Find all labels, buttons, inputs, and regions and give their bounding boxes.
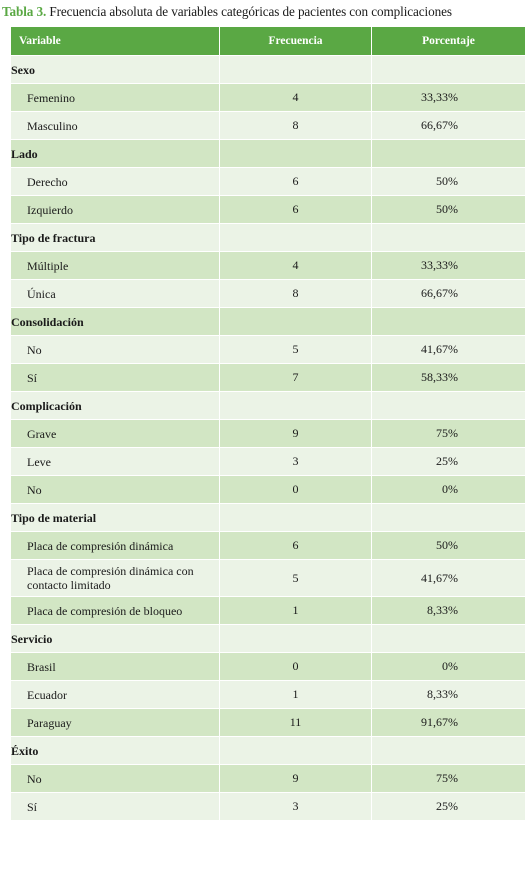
percentage-cell: 8,33% bbox=[372, 597, 526, 625]
percentage-cell: 58,33% bbox=[372, 364, 526, 392]
section-label: Tipo de fractura bbox=[11, 224, 220, 252]
percentage-cell bbox=[372, 224, 526, 252]
section-label: Complicación bbox=[11, 392, 220, 420]
percentage-cell bbox=[372, 56, 526, 84]
percentage-cell bbox=[372, 140, 526, 168]
frequency-cell: 5 bbox=[220, 560, 372, 597]
item-label: No bbox=[11, 336, 220, 364]
percentage-cell: 91,67% bbox=[372, 709, 526, 737]
percentage-cell bbox=[372, 625, 526, 653]
item-label: Femenino bbox=[11, 84, 220, 112]
table-row bbox=[11, 364, 526, 392]
percentage-cell: 25% bbox=[372, 448, 526, 476]
percentage-cell bbox=[372, 737, 526, 765]
frequency-cell: 9 bbox=[220, 765, 372, 793]
frequency-cell: 3 bbox=[220, 793, 372, 821]
table-caption bbox=[2, 4, 529, 20]
frequency-cell bbox=[220, 140, 372, 168]
percentage-cell: 25% bbox=[372, 793, 526, 821]
section-label: Lado bbox=[11, 140, 220, 168]
item-label: No bbox=[11, 476, 220, 504]
section-label: Éxito bbox=[11, 737, 220, 765]
frequency-cell: 8 bbox=[220, 280, 372, 308]
frequency-cell bbox=[220, 737, 372, 765]
frequency-cell bbox=[220, 224, 372, 252]
frequency-cell: 7 bbox=[220, 364, 372, 392]
table-row bbox=[11, 84, 526, 112]
percentage-cell bbox=[372, 308, 526, 336]
item-label: Múltiple bbox=[11, 252, 220, 280]
table-row bbox=[11, 681, 526, 709]
percentage-cell: 75% bbox=[372, 765, 526, 793]
table-row bbox=[11, 112, 526, 140]
table-row bbox=[11, 140, 526, 168]
frequency-cell: 1 bbox=[220, 597, 372, 625]
table-row bbox=[11, 168, 526, 196]
percentage-cell bbox=[372, 392, 526, 420]
table-title: Frecuencia absoluta de variables categóricas de pacientes con complicaciones bbox=[46, 4, 452, 19]
table-row bbox=[11, 56, 526, 84]
frequency-cell: 0 bbox=[220, 476, 372, 504]
table-row bbox=[11, 709, 526, 737]
frequency-cell: 1 bbox=[220, 681, 372, 709]
frequency-cell bbox=[220, 308, 372, 336]
percentage-cell: 0% bbox=[372, 653, 526, 681]
table-row bbox=[11, 196, 526, 224]
item-label: Derecho bbox=[11, 168, 220, 196]
percentage-cell: 33,33% bbox=[372, 84, 526, 112]
frequency-cell: 6 bbox=[220, 168, 372, 196]
item-label: No bbox=[11, 765, 220, 793]
frequency-cell bbox=[220, 625, 372, 653]
table-row bbox=[11, 420, 526, 448]
frequency-cell bbox=[220, 392, 372, 420]
item-label: Sí bbox=[11, 793, 220, 821]
table-row bbox=[11, 252, 526, 280]
table-label: Tabla 3. bbox=[2, 4, 47, 19]
section-label: Tipo de material bbox=[11, 504, 220, 532]
frequency-cell: 6 bbox=[220, 532, 372, 560]
table-row bbox=[11, 448, 526, 476]
header-porcentaje: Porcentaje bbox=[372, 27, 526, 56]
table-row bbox=[11, 504, 526, 532]
table-row bbox=[11, 625, 526, 653]
percentage-cell: 41,67% bbox=[372, 336, 526, 364]
item-label: Placa de compresión dinámica con contacto limitado bbox=[11, 560, 220, 597]
frequency-cell: 8 bbox=[220, 112, 372, 140]
percentage-cell: 75% bbox=[372, 420, 526, 448]
item-label: Sí bbox=[11, 364, 220, 392]
percentage-cell: 66,67% bbox=[372, 280, 526, 308]
item-label: Placa de compresión de bloqueo bbox=[11, 597, 220, 625]
percentage-cell: 8,33% bbox=[372, 681, 526, 709]
percentage-cell: 50% bbox=[372, 168, 526, 196]
table-row bbox=[11, 765, 526, 793]
frequency-cell: 6 bbox=[220, 196, 372, 224]
item-label: Grave bbox=[11, 420, 220, 448]
table-row bbox=[11, 308, 526, 336]
table-row bbox=[11, 280, 526, 308]
item-label: Izquierdo bbox=[11, 196, 220, 224]
table-row bbox=[11, 476, 526, 504]
header-row bbox=[11, 27, 526, 56]
percentage-cell: 33,33% bbox=[372, 252, 526, 280]
frequency-cell: 5 bbox=[220, 336, 372, 364]
item-label: Placa de compresión dinámica bbox=[11, 532, 220, 560]
table-row bbox=[11, 653, 526, 681]
frequency-cell bbox=[220, 56, 372, 84]
table-row bbox=[11, 336, 526, 364]
item-label: Brasil bbox=[11, 653, 220, 681]
percentage-cell: 41,67% bbox=[372, 560, 526, 597]
item-label: Única bbox=[11, 280, 220, 308]
percentage-cell: 0% bbox=[372, 476, 526, 504]
frequency-cell bbox=[220, 504, 372, 532]
item-label: Paraguay bbox=[11, 709, 220, 737]
frequency-cell: 3 bbox=[220, 448, 372, 476]
item-label: Ecuador bbox=[11, 681, 220, 709]
header-frecuencia: Frecuencia bbox=[220, 27, 372, 56]
table-row bbox=[11, 224, 526, 252]
percentage-cell: 50% bbox=[372, 532, 526, 560]
frequency-cell: 0 bbox=[220, 653, 372, 681]
section-label: Consolidación bbox=[11, 308, 220, 336]
item-label: Masculino bbox=[11, 112, 220, 140]
frequency-cell: 4 bbox=[220, 252, 372, 280]
table-row bbox=[11, 392, 526, 420]
table-row bbox=[11, 560, 526, 597]
section-label: Sexo bbox=[11, 56, 220, 84]
frequency-cell: 4 bbox=[220, 84, 372, 112]
section-label: Servicio bbox=[11, 625, 220, 653]
data-table bbox=[10, 26, 526, 821]
frequency-cell: 9 bbox=[220, 420, 372, 448]
percentage-cell: 50% bbox=[372, 196, 526, 224]
percentage-cell bbox=[372, 504, 526, 532]
header-variable: Variable bbox=[11, 27, 220, 56]
table-row bbox=[11, 737, 526, 765]
table-row bbox=[11, 532, 526, 560]
item-label: Leve bbox=[11, 448, 220, 476]
table-row bbox=[11, 597, 526, 625]
frequency-cell: 11 bbox=[220, 709, 372, 737]
percentage-cell: 66,67% bbox=[372, 112, 526, 140]
table-row bbox=[11, 793, 526, 821]
